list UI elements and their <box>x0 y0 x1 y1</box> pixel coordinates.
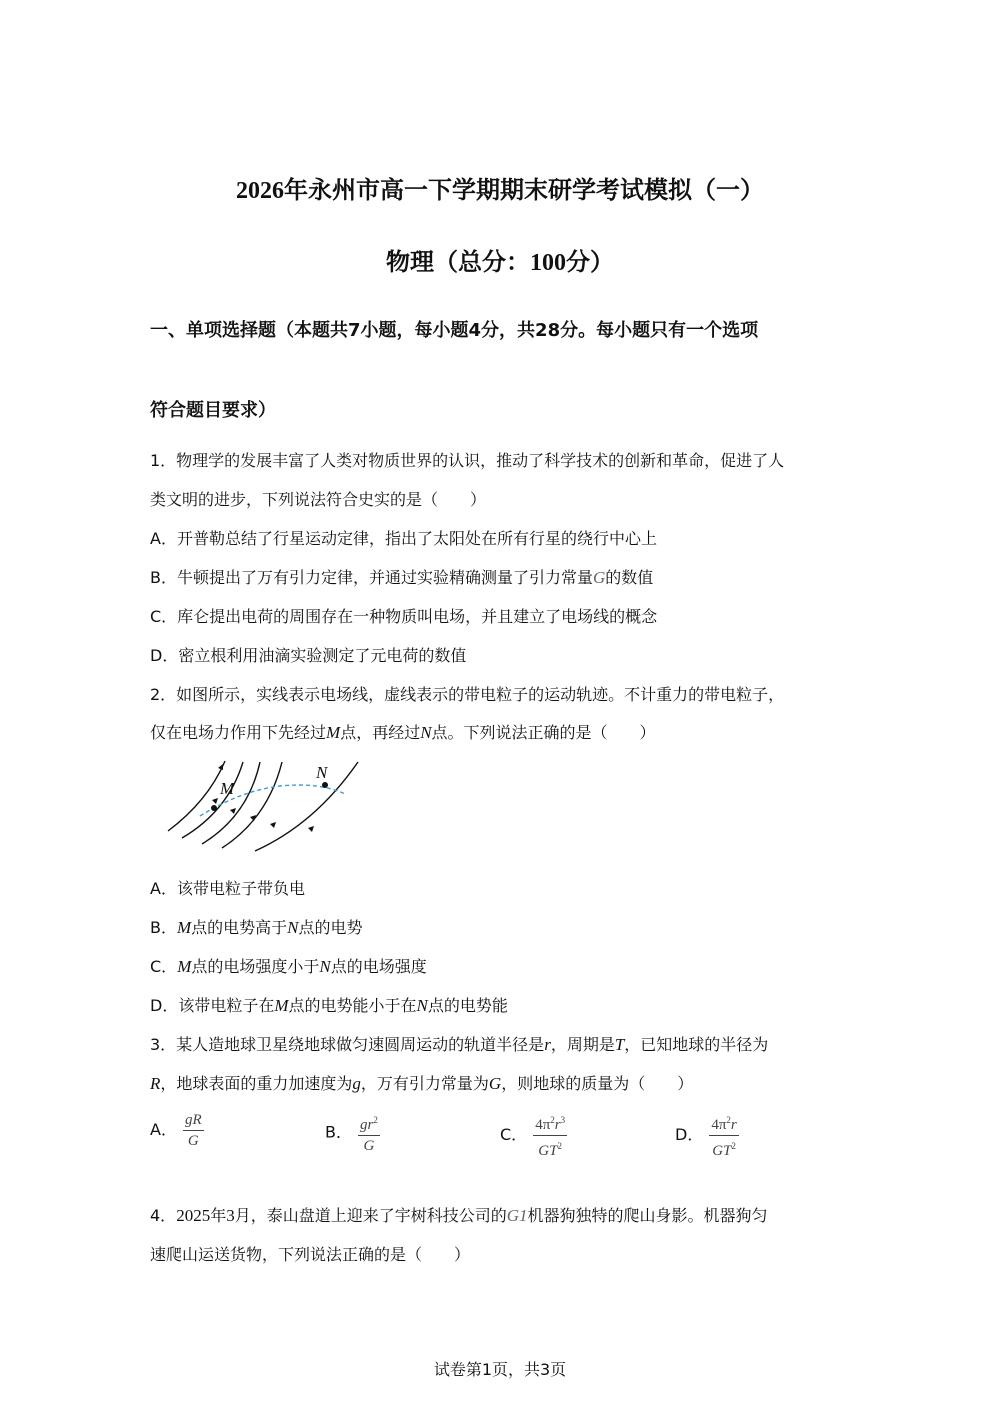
field-line <box>255 762 358 851</box>
denominator-exponent: 2 <box>557 1141 562 1151</box>
q2-option-d-text: 点的电势能小于在 <box>288 996 417 1015</box>
q3-stem-text: 3．某人造地球卫星绕地球做匀速圆周运动的轨道半径是 <box>150 1035 545 1054</box>
q3-option-b-fraction <box>358 1110 380 1156</box>
point-n <box>322 782 328 788</box>
field-arrow <box>308 826 314 832</box>
numerator-exponent: 2 <box>726 1115 731 1125</box>
electric-field-figure <box>160 756 370 856</box>
q4-model-symbol: G1 <box>506 1206 528 1225</box>
q2-symbol-m: M <box>326 723 341 742</box>
field-arrow <box>212 798 218 804</box>
q3-option-b-label: B． <box>325 1122 352 1142</box>
q3-symbol-g: g <box>352 1074 361 1093</box>
numerator-exponent: 2 <box>550 1115 555 1125</box>
q3-option-a <box>150 1110 204 1151</box>
q1-option-b-symbol: G <box>592 568 606 587</box>
q2-symbol-m: M <box>176 918 192 937</box>
q2-symbol-n: N <box>319 957 331 976</box>
q1-option-b <box>150 567 653 589</box>
q3-option-d-fraction <box>709 1110 738 1161</box>
q2-stem-line1: 2．如图所示，实线表示电场线，虚线表示的带电粒子的运动轨迹。不计重力的带电粒子， <box>150 685 785 704</box>
q3-option-b <box>325 1110 380 1156</box>
q4-stem-line2: 速爬山运送货物，下列说法正确的是（ ） <box>150 1245 471 1264</box>
q2-option-b-label: B． <box>150 918 177 937</box>
q2-option-d <box>150 995 508 1017</box>
q3-symbol-big-r: R <box>150 1074 161 1093</box>
q2-option-c <box>150 956 427 978</box>
q4-stem-text: 年 <box>210 1206 227 1225</box>
fraction-denominator: G <box>187 1133 199 1149</box>
exam-subtitle: 物理（总分：100分） <box>386 250 614 276</box>
q3-stem-text: ，已知地球的半径为 <box>624 1035 769 1054</box>
numerator-exponent: 2 <box>373 1115 378 1125</box>
fraction-denominator <box>709 1136 738 1161</box>
q2-symbol-n: N <box>420 723 432 742</box>
q3-symbol-r: r <box>544 1035 551 1054</box>
q2-option-a: A．该带电粒子带负电 <box>150 879 305 898</box>
q1-option-b-suffix: 的数值 <box>605 568 654 587</box>
q1-option-d: D．密立根利用油滴实验测定了元电荷的数值 <box>150 646 467 665</box>
field-arrow <box>230 808 236 814</box>
fraction-denominator: G <box>363 1138 375 1154</box>
q4-stem-text: 4． <box>150 1206 177 1225</box>
numerator-variable: r <box>730 1117 737 1133</box>
fraction-numerator <box>533 1110 567 1136</box>
fraction-denominator <box>533 1136 567 1161</box>
section-heading-line2: 符合题目要求） <box>150 400 276 421</box>
q3-option-c-label: C． <box>500 1125 528 1144</box>
q4-month: 3 <box>226 1206 235 1225</box>
q3-option-c <box>500 1110 567 1161</box>
q3-stem-text: ，则地球的质量为（ ） <box>501 1074 694 1093</box>
q2-symbol-m: M <box>177 957 192 976</box>
q2-option-c-label: C． <box>150 957 178 976</box>
q2-option-d-text: 点的电势能 <box>427 996 508 1015</box>
page-footer: 试卷第1页，共3页 <box>433 1360 567 1379</box>
q2-option-b <box>150 917 363 939</box>
q4-stem-line1 <box>150 1205 768 1227</box>
q2-option-b-text: 点的电势高于 <box>191 918 288 937</box>
q2-option-c-text: 点的电场强度 <box>330 957 427 976</box>
q3-symbol-t: T <box>614 1035 625 1054</box>
q3-symbol-big-g: G <box>488 1074 502 1093</box>
q2-symbol-n: N <box>416 996 428 1015</box>
q1-stem-line1: 1．物理学的发展丰富了人类对物质世界的认识，推动了科学技术的创新和革命，促进了人 <box>150 451 785 470</box>
q1-stem-line2: 类文明的进步，下列说法符合史实的是（ ） <box>150 490 487 509</box>
numerator-variable: r <box>554 1117 561 1133</box>
fraction-numerator <box>358 1110 380 1136</box>
q2-symbol-m: M <box>274 996 289 1015</box>
q3-option-d-label: D． <box>675 1125 704 1144</box>
q1-option-c: C．库仑提出电荷的周围存在一种物质叫电场，并且建立了电场线的概念 <box>150 607 658 626</box>
q3-option-c-fraction <box>533 1110 567 1161</box>
fraction-numerator <box>709 1110 738 1136</box>
q3-option-a-fraction <box>183 1110 204 1151</box>
q3-option-a-label: A． <box>150 1120 177 1139</box>
q3-stem-line1 <box>150 1034 768 1056</box>
field-line <box>202 762 260 844</box>
q2-stem-text: 仅在电场力作用下先经过 <box>150 723 327 742</box>
q2-option-d-text: D．该带电粒子在 <box>150 996 275 1015</box>
section-heading-line1: 一、单项选择题（本题共7小题，每小题4分，共28分。每小题只有一个选项 <box>150 320 759 341</box>
label-n: N <box>316 763 328 782</box>
q3-stem-line2 <box>150 1073 693 1095</box>
point-m <box>211 805 217 811</box>
numerator-coefficient: 4π <box>535 1117 551 1133</box>
denominator-exponent: 2 <box>731 1141 736 1151</box>
q2-symbol-n: N <box>287 918 299 937</box>
numerator-coefficient: 4π <box>711 1117 727 1133</box>
q3-stem-text: ，万有引力常量为 <box>360 1074 489 1093</box>
numerator-base: gr <box>359 1117 374 1133</box>
q1-option-b-prefix: B．牛顿提出了万有引力定律，并通过实验精确测量了引力常量 <box>150 568 593 587</box>
q2-stem-text: 点。下列说法正确的是（ ） <box>431 723 656 742</box>
q1-option-a: A．开普勒总结了行星运动定律，指出了太阳处在所有行星的绕行中心上 <box>150 529 657 548</box>
denominator-base: GT <box>712 1143 732 1159</box>
q2-option-b-text: 点的电势 <box>298 918 363 937</box>
q2-stem-line2 <box>150 722 656 744</box>
q3-option-d <box>675 1110 739 1161</box>
q3-stem-text: ，周期是 <box>550 1035 615 1054</box>
q2-option-c-text: 点的电场强度小于 <box>191 957 320 976</box>
q4-stem-text: 月，泰山盘道上迎来了宇树科技公司的 <box>234 1206 507 1225</box>
exam-title: 2026年永州市高一下学期期末研学考试模拟（一） <box>236 178 764 204</box>
q4-stem-text: 机器狗独特的爬山身影。机器狗匀 <box>527 1206 768 1225</box>
field-line <box>168 761 225 831</box>
q2-stem-text: 点，再经过 <box>340 723 421 742</box>
q4-year: 2025 <box>176 1206 211 1225</box>
field-arrow <box>270 822 276 828</box>
label-m: M <box>220 779 235 798</box>
denominator-base: GT <box>538 1143 558 1159</box>
q3-stem-text: ，地球表面的重力加速度为 <box>160 1074 353 1093</box>
fraction-numerator: gR <box>183 1110 204 1131</box>
numerator-exponent: 3 <box>560 1115 566 1125</box>
field-line <box>222 762 282 848</box>
